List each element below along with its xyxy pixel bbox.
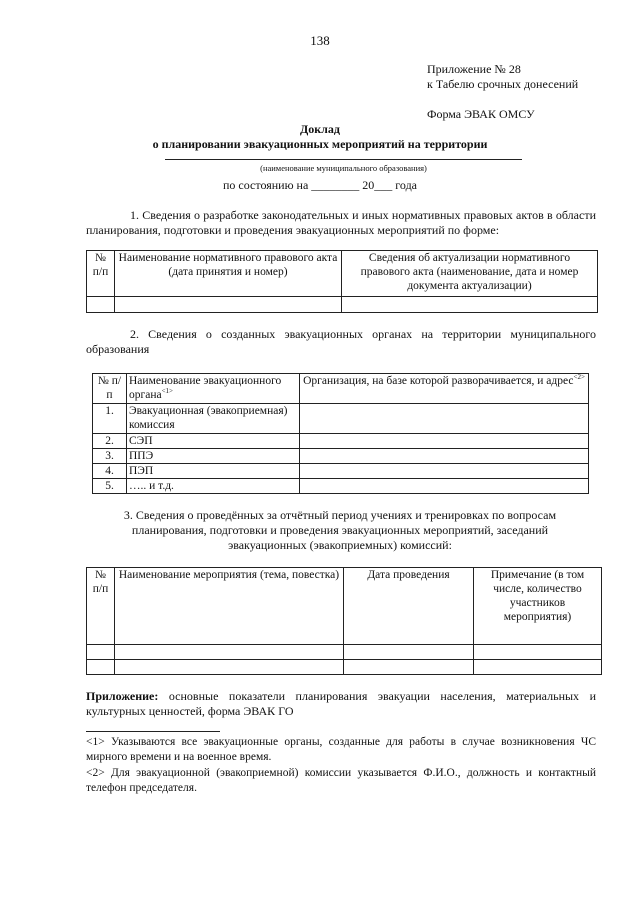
footnote-ref: <2> xyxy=(573,373,585,382)
header-cell: № п/п xyxy=(87,568,115,645)
row-number: 2. xyxy=(93,434,127,449)
section1-text: 1. Сведения о разработке законодательных и иных нормативных правовых актов в области планирования, подготовки и проведения эвакуационных мероприятий по форме: xyxy=(86,208,596,237)
annex-reference: к Табелю срочных донесений xyxy=(427,77,579,91)
report-title: Доклад xyxy=(300,122,340,136)
section3-table xyxy=(86,567,602,675)
row-number: 4. xyxy=(93,464,127,479)
header-cell: Сведения об актуализации нормативного правового акта (наименование, дата и номер документа актуализации) xyxy=(342,251,598,297)
organ-name: СЭП xyxy=(127,434,300,449)
table-cell xyxy=(115,660,344,675)
page-number: 138 xyxy=(310,33,330,48)
header-cell: Наименование нормативного правового акта (дата принятия и номер) xyxy=(115,251,342,297)
section3-text: 3. Сведения о проведённых за отчётный период учениях и тренировках по вопросам планирования, подготовки и проведения эвакуационных мероприятий, заседаний эвакуационных (эвакоприемных) комиссий: xyxy=(123,508,557,552)
header-cell: Дата проведения xyxy=(344,568,474,645)
table-row xyxy=(93,464,589,479)
table-row xyxy=(93,434,589,449)
row-number: 5. xyxy=(93,479,127,494)
organ-name: Эвакуационная (эвакоприемная) комиссия xyxy=(127,404,300,434)
header-cell: № п/п xyxy=(93,374,127,404)
organ-name: ПЭП xyxy=(127,464,300,479)
table-cell xyxy=(474,645,602,660)
annex-number: Приложение № 28 xyxy=(427,62,521,76)
header-cell xyxy=(300,374,589,404)
table-cell xyxy=(87,297,115,313)
report-subtitle: о планировании эвакуационных мероприятий на территории xyxy=(152,137,488,151)
municipality-blank-line xyxy=(165,159,522,160)
section2-text: 2. Сведения о созданных эвакуационных органах на территории муниципального образования xyxy=(86,327,596,356)
table-cell xyxy=(300,449,589,464)
table-row xyxy=(87,645,602,660)
table-row xyxy=(93,449,589,464)
header-cell: № п/п xyxy=(87,251,115,297)
table-cell xyxy=(115,297,342,313)
table-row xyxy=(93,404,589,434)
footnote-separator xyxy=(86,731,220,732)
footnote-2: <2> Для эвакуационной (эвакоприемной) комиссии указывается Ф.И.О., должность и контактный телефон председателя. xyxy=(86,767,596,794)
table-header-row xyxy=(87,251,598,297)
table-row xyxy=(93,479,589,494)
header-text: Наименование эвакуационного органа xyxy=(129,375,282,401)
table-cell xyxy=(115,645,344,660)
appendix-label: Приложение: xyxy=(86,689,159,703)
header-cell xyxy=(127,374,300,404)
table-cell xyxy=(300,404,589,434)
appendix-text: основные показатели планирования эвакуации населения, материальных и культурных ценностей, форма ЭВАК ГО xyxy=(86,689,596,718)
table-row xyxy=(87,297,598,313)
table-row xyxy=(87,660,602,675)
table-cell xyxy=(344,645,474,660)
row-number: 1. xyxy=(93,404,127,434)
table-header-row xyxy=(87,568,602,645)
table-cell xyxy=(300,434,589,449)
section2-table xyxy=(92,373,589,494)
organ-name: ….. и т.д. xyxy=(127,479,300,494)
municipality-caption: (наименование муниципального образования) xyxy=(260,163,427,173)
date-line: по состоянию на ________ 20___ года xyxy=(222,178,417,192)
table-cell xyxy=(87,645,115,660)
row-number: 3. xyxy=(93,449,127,464)
header-cell: Примечание (в том числе, количество участников мероприятия) xyxy=(474,568,602,645)
table-cell xyxy=(87,660,115,675)
header-cell: Наименование мероприятия (тема, повестка) xyxy=(115,568,344,645)
footnote-ref: <1> xyxy=(161,387,173,396)
appendix-note xyxy=(86,689,596,719)
table-cell xyxy=(342,297,598,313)
footnote-1: <1> Указываются все эвакуационные органы, созданные для работы в случае возникновения ЧС мирного времени и на военное время. xyxy=(86,736,596,763)
section1-table xyxy=(86,250,598,313)
table-cell xyxy=(300,479,589,494)
table-cell xyxy=(344,660,474,675)
organ-name: ППЭ xyxy=(127,449,300,464)
table-cell xyxy=(474,660,602,675)
header-text: Организация, на базе которой разворачивается, и адрес xyxy=(303,375,574,387)
table-header-row xyxy=(93,374,589,404)
table-cell xyxy=(300,464,589,479)
form-code: Форма ЭВАК ОМСУ xyxy=(427,107,535,121)
